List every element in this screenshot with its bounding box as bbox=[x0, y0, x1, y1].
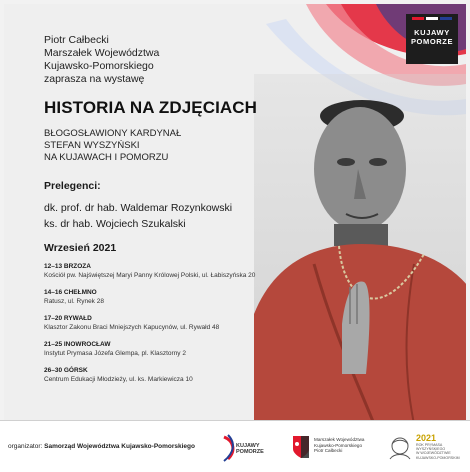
coat-of-arms-icon bbox=[292, 435, 310, 459]
jubilee-line: KUJAWSKO-POMORSKIM bbox=[416, 455, 460, 460]
marshal-logo-line: Piotr Całbecki bbox=[314, 448, 343, 453]
organizer-line bbox=[8, 443, 195, 450]
kujawy-pomorze-mark-icon bbox=[406, 14, 458, 28]
portrait-sketch-icon bbox=[386, 435, 414, 461]
event-place: Klasztor Zakonu Braci Mniejszych Kapucynów, ul. Rywałd 48 bbox=[44, 324, 220, 331]
speakers-list bbox=[44, 200, 314, 232]
event-item bbox=[44, 314, 314, 332]
intro-line: Kujawsko-Pomorskiego bbox=[44, 60, 154, 72]
logo-line-2: POMORZE bbox=[410, 37, 454, 46]
speakers-heading: Prelegenci: bbox=[44, 180, 101, 192]
intro-block bbox=[44, 34, 314, 86]
marshal-logo bbox=[292, 433, 382, 463]
logo-line-1: KUJAWY bbox=[414, 28, 450, 37]
exhibition-title: HISTORIA NA ZDJĘCIACH bbox=[44, 98, 258, 117]
intro-line: zaprasza na wystawę bbox=[44, 73, 145, 85]
footer-bar bbox=[0, 420, 470, 472]
jubilee-year-logo bbox=[416, 433, 468, 463]
event-item bbox=[44, 340, 314, 358]
marshal-logo-text bbox=[314, 437, 384, 454]
kp-logo-text bbox=[236, 443, 264, 455]
month-heading: Wrzesień 2021 bbox=[44, 242, 117, 254]
jubilee-year: 2021 bbox=[416, 433, 437, 443]
event-date: 12–13 BRZOZA bbox=[44, 263, 91, 270]
events-list bbox=[44, 262, 314, 384]
kujawy-pomorze-logo bbox=[406, 14, 458, 64]
jubilee-line: W WOJEWÓDZTWIE bbox=[416, 451, 451, 456]
event-place: Kościół pw. Najświętszej Maryi Panny Królowej Polski, ul. Łabiszyńska 20 bbox=[44, 272, 256, 279]
intro-line: Piotr Całbecki bbox=[44, 34, 109, 46]
jubilee-line: ROK PRYMASA WYSZYŃSKIEGO bbox=[416, 443, 446, 452]
intro-line: Marszałek Województwa bbox=[44, 47, 160, 59]
event-place: Centrum Edukacji Młodzieży, ul. ks. Markiewicza 10 bbox=[44, 376, 193, 383]
event-date: 21–25 INOWROCŁAW bbox=[44, 341, 111, 348]
subtitle-line: STEFAN WYSZYŃSKI bbox=[44, 140, 140, 151]
event-place: Instytut Prymasa Józefa Glempa, pl. Klasztorny 2 bbox=[44, 350, 186, 357]
event-item bbox=[44, 366, 314, 384]
subtitle-block bbox=[44, 128, 314, 164]
event-place: Ratusz, ul. Rynek 28 bbox=[44, 298, 104, 305]
subtitle-line: BŁOGOSŁAWIONY KARDYNAŁ bbox=[44, 128, 182, 139]
footer-kujawy-pomorze-logo bbox=[222, 433, 266, 463]
poster-frame bbox=[4, 4, 466, 420]
marshal-logo-line: Marszałek Województwa bbox=[314, 437, 365, 442]
organizer-prefix: organizator: bbox=[8, 443, 43, 450]
speaker-name: dk. prof. dr hab. Waldemar Rozynkowski bbox=[44, 202, 233, 214]
event-item bbox=[44, 262, 314, 280]
kp-logo-line: POMORZE bbox=[236, 449, 264, 455]
speaker-name: ks. dr hab. Wojciech Szukalski bbox=[44, 218, 186, 230]
event-item bbox=[44, 288, 314, 306]
subtitle-line: NA KUJAWACH I POMORZU bbox=[44, 152, 169, 163]
marshal-logo-line: Kujawsko-Pomorskiego bbox=[314, 442, 362, 448]
event-date: 17–20 RYWAŁD bbox=[44, 315, 92, 322]
poster-text bbox=[44, 34, 314, 392]
kp-logo-line: KUJAWY bbox=[236, 443, 260, 449]
event-date: 14–16 CHEŁMNO bbox=[44, 289, 97, 296]
event-date: 26–30 GÓRSK bbox=[44, 367, 88, 374]
organizer-name: Samorząd Województwa Kujawsko-Pomorskiego bbox=[44, 443, 195, 450]
